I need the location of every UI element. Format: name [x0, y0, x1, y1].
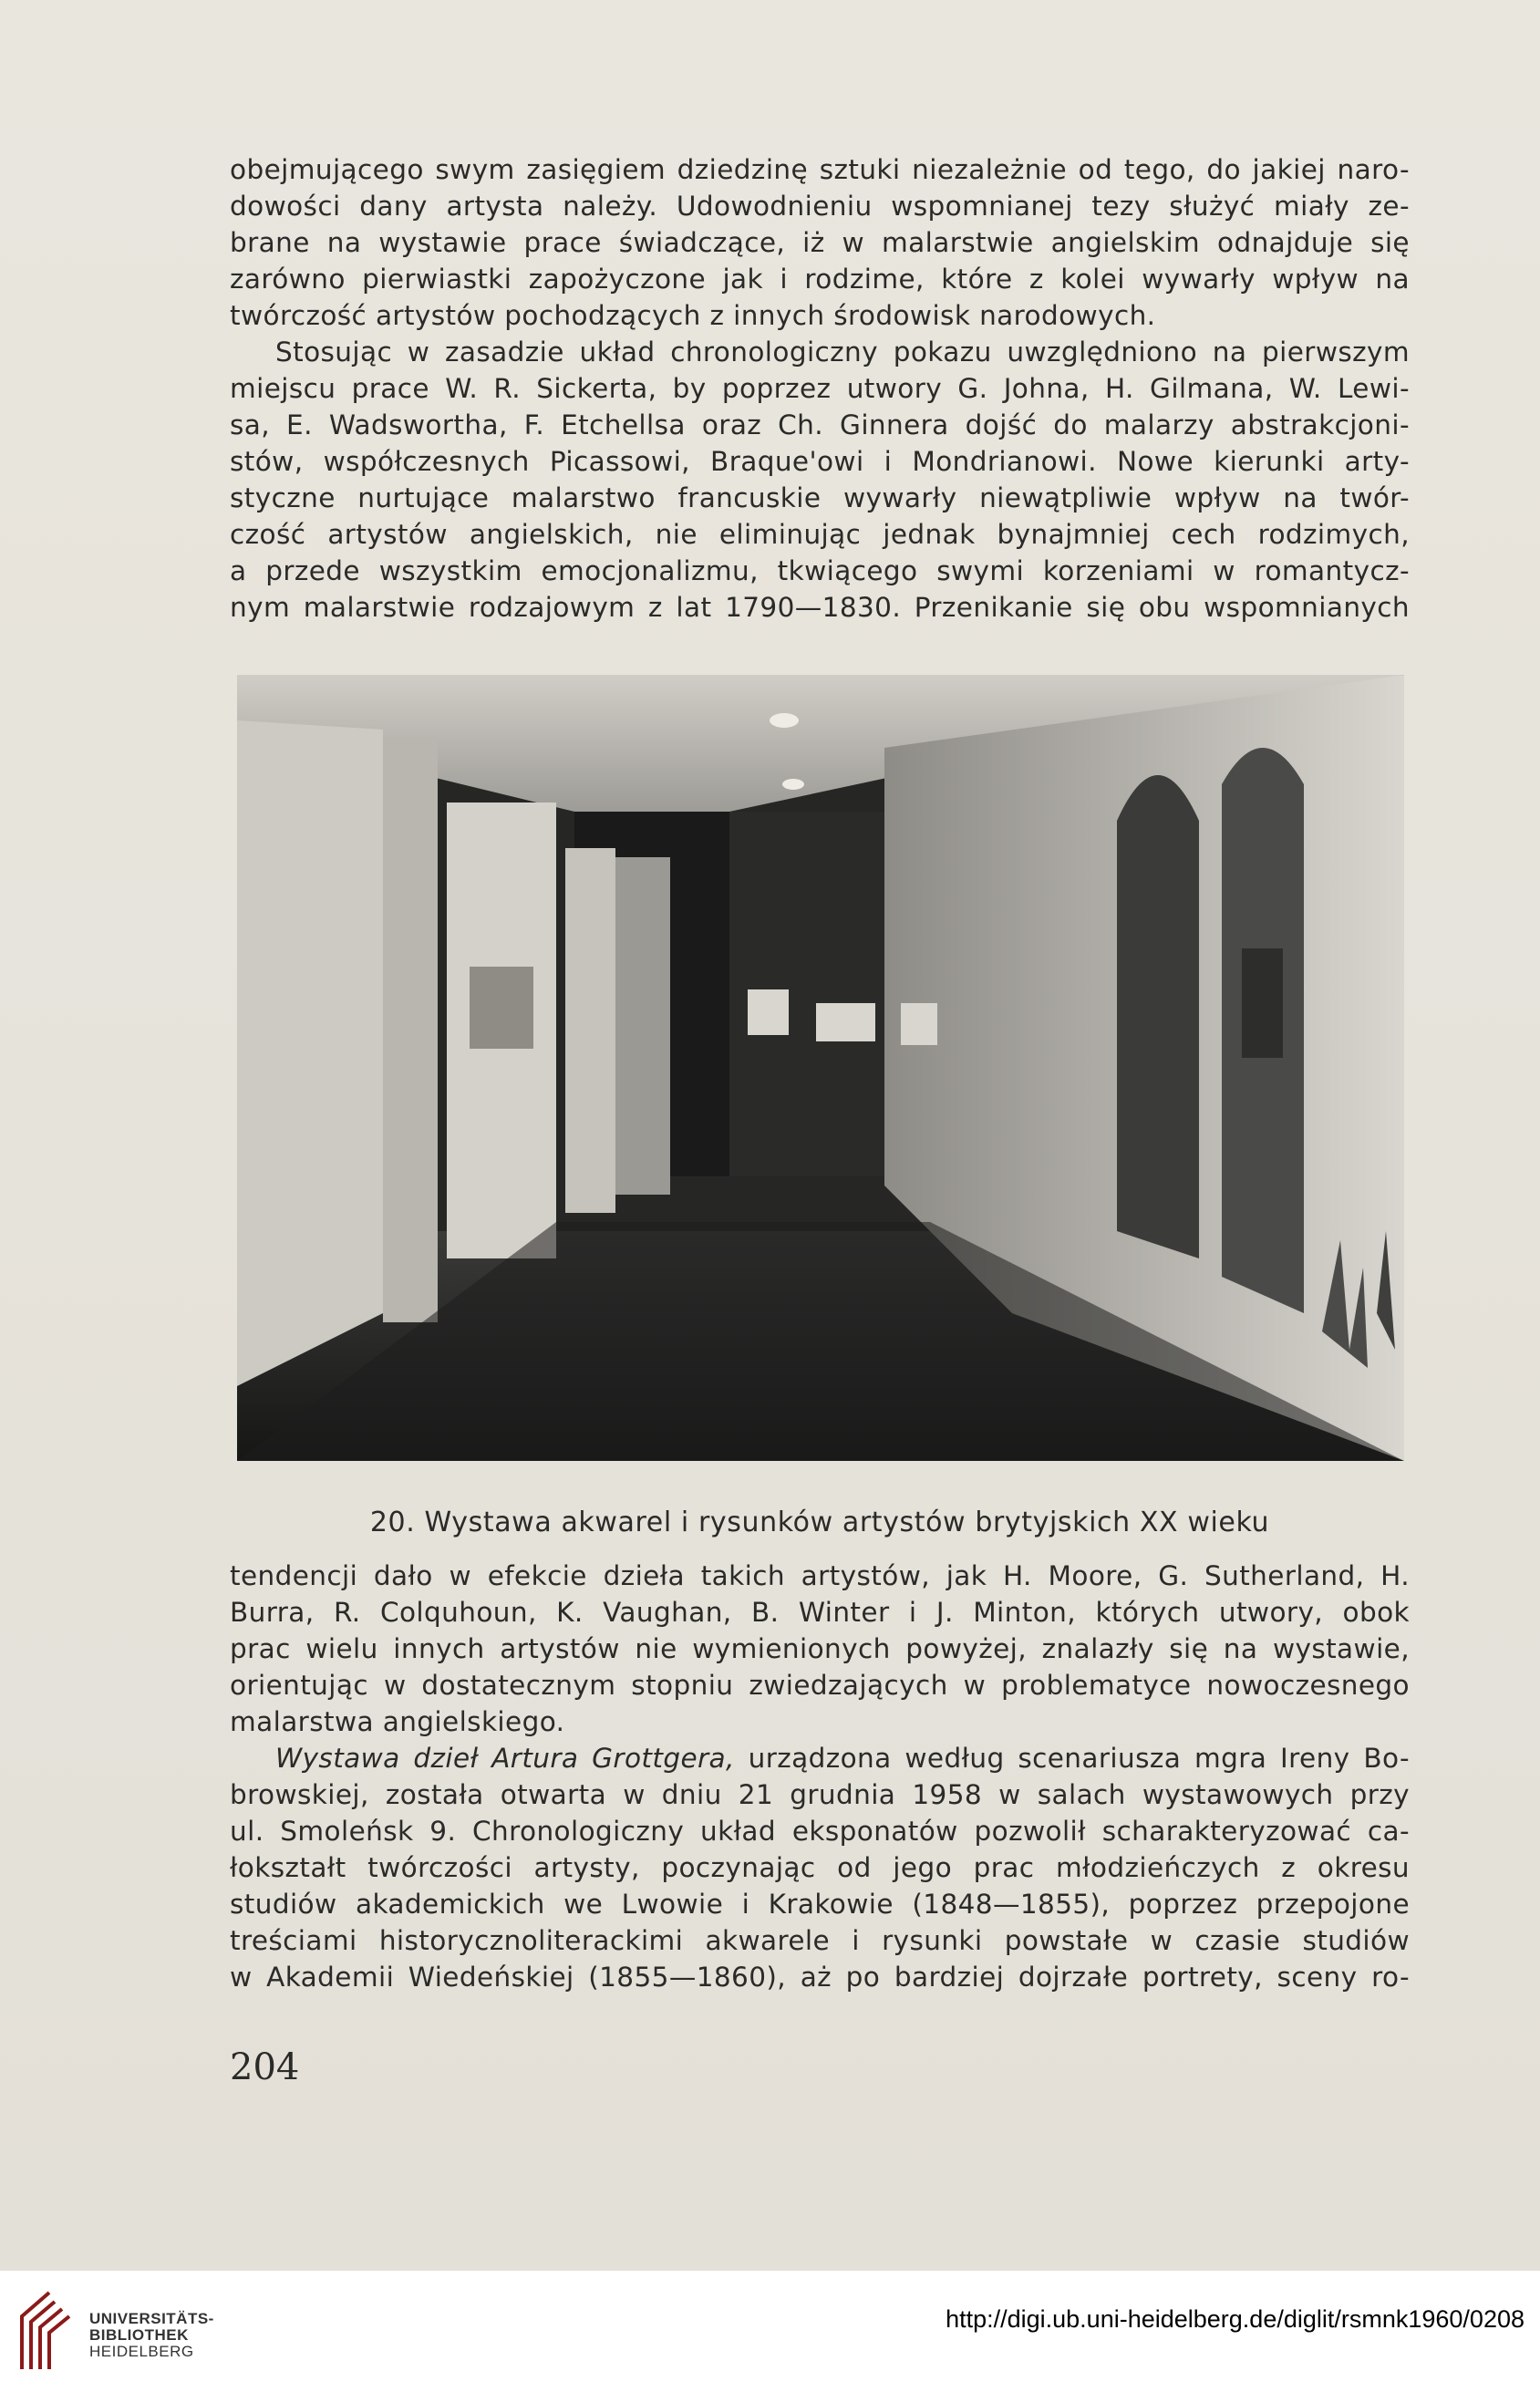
text-line: nym malarstwie rodzajowym z lat 1790—1830. Przenikanie się obu wspomnianych — [230, 592, 1410, 623]
text-line: orientując w dostatecznym stopniu zwiedzających w problematyce nowoczesnego — [230, 1670, 1410, 1701]
logo-line: UNIVERSITÄTS- — [89, 2310, 214, 2327]
paragraph-2 — [230, 334, 1410, 626]
footer-bar — [0, 2271, 1540, 2392]
text-line: miejscu prace W. R. Sickerta, by poprzez utwory G. Johna, H. Gilmana, W. Lewi- — [230, 373, 1410, 404]
logo-line: BIBLIOTHEK — [89, 2326, 189, 2344]
text-line: brane na wystawie prace świadczące, iż w malarstwie angielskim odnajduje się — [230, 227, 1410, 258]
text-line: malarstwa angielskiego. — [230, 1706, 565, 1737]
text-line: treściami historycznoliterackimi akwarele i rysunki powstałe w czasie studiów — [230, 1925, 1410, 1956]
text-line: ul. Smoleńsk 9. Chronologiczny układ eksponatów pozwolił scharakteryzować ca- — [230, 1816, 1410, 1847]
text-line: a przede wszystkim emocjonalizmu, tkwiącego swymi korzeniami w romantycz- — [230, 555, 1410, 586]
text-line: łokształt twórczości artysty, poczynając od jego prac młodzieńczych z okresu — [230, 1852, 1410, 1883]
text-line: stów, współczesnych Picassowi, Braque'owi i Mondrianowi. Nowe kierunki arty- — [230, 446, 1410, 477]
text-line: prac wielu innych artystów nie wymienionych powyżej, znalazły się na wystawie, — [230, 1633, 1410, 1664]
exhibition-title: Wystawa dzieł Artura Grottgera, — [275, 1743, 735, 1774]
text-line: sa, E. Wadswortha, F. Etchellsa oraz Ch. Ginnera dojść do malarzy abstrakcjoni- — [230, 409, 1410, 440]
exhibition-hall-photo — [237, 675, 1404, 1461]
text-line: czość artystów angielskich, nie eliminując jednak bynajmniej cech rodzimych, — [230, 519, 1410, 550]
text-line: studiów akademickich we Lwowie i Krakowie (1848—1855), poprzez przepojone — [230, 1889, 1410, 1920]
text-line: Burra, R. Colquhoun, K. Vaughan, B. Winter i J. Minton, których utwory, obok — [230, 1597, 1410, 1628]
text-line — [230, 1740, 1410, 1776]
text-line: browskiej, została otwarta w dniu 21 grudnia 1958 w salach wystawowych przy — [230, 1779, 1410, 1810]
source-url-link[interactable]: http://digi.ub.uni-heidelberg.de/diglit/rsmnk1960/0208 — [946, 2305, 1524, 2333]
logo-line: HEIDELBERG — [89, 2343, 194, 2360]
paragraph-1 — [230, 151, 1410, 334]
text-line: zarówno pierwiastki zapożyczone jak i rodzime, które z kolei wywarły wpływ na — [230, 264, 1410, 295]
library-logo-text[interactable] — [89, 2311, 214, 2360]
paragraph-4 — [230, 1740, 1410, 1995]
text-fragment: urządzona według scenariusza mgra Ireny Bo- — [748, 1743, 1410, 1774]
text-line: Stosując w zasadzie układ chronologiczny pokazu uwzględniono na pierwszym — [275, 337, 1410, 368]
text-line: obejmującego swym zasięgiem dziedzinę sztuki niezależnie od tego, do jakiej naro- — [230, 154, 1410, 185]
text-line: twórczość artystów pochodzących z innych środowisk narodowych. — [230, 300, 1156, 331]
ub-heidelberg-logo-icon[interactable] — [18, 2289, 75, 2373]
text-line: w Akademii Wiedeńskiej (1855—1860), aż po bardziej dojrzałe portrety, sceny ro- — [230, 1962, 1410, 1993]
text-line: dowości dany artysta należy. Udowodnieniu wspomnianej tezy służyć miały ze- — [230, 191, 1410, 222]
page-number: 204 — [230, 2046, 300, 2088]
text-line: styczne nurtujące malarstwo francuskie wywarły niewątpliwie wpływ na twór- — [230, 482, 1410, 513]
figure-caption: 20. Wystawa akwarel i rysunków artystów brytyjskich XX wieku — [369, 1507, 1270, 1538]
paragraph-3 — [230, 1558, 1410, 1740]
text-line: tendencji dało w efekcie dzieła takich artystów, jak H. Moore, G. Sutherland, H. — [230, 1560, 1410, 1591]
